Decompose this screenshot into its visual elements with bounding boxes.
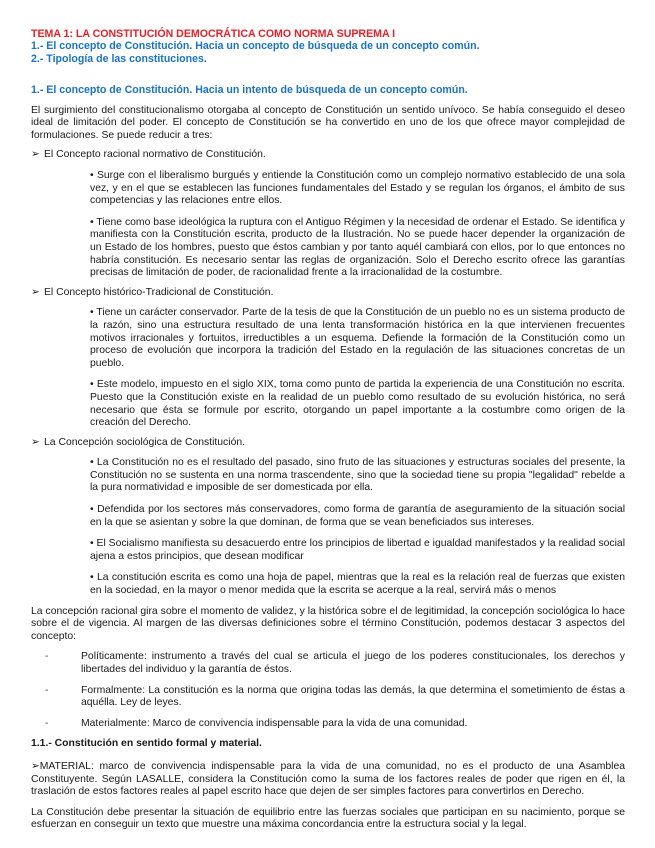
section-1-heading: 1.- El concepto de Constitución. Hacia un intento de búsqueda de un concepto común. — [31, 84, 468, 97]
arrow-bullet-icon: ➢ — [31, 286, 40, 298]
dash-bullet-icon: - — [45, 717, 49, 729]
section-1-1-heading: 1.1.- Constitución en sentido formal y material. — [31, 738, 262, 750]
concept-historic — [31, 287, 625, 300]
concept-label: La Concepción sociológica de Constitución. — [44, 436, 246, 448]
aspect-material — [31, 718, 625, 731]
aspect-text: Formalmente: La constitución es la norma que origina todas las demás, la que determina el sometimiento de éstas a aquélla. Ley de leyes. — [81, 684, 625, 709]
equilibrium-paragraph: La Constitución debe presentar la situación de equilibrio entre las fuerzas sociales que participan en su nacimiento, porque se esfuerzan en conseguir un texto que muestre una máxima concordancia entre la estructura social y la legal. — [31, 806, 625, 831]
index-item-2: 2.- Tipología de las constituciones. — [31, 52, 207, 65]
bullet-paragraph: • Defendida por los sectores más conservadores, como forma de garantía de aseguramiento de la situación social en la que se asientan y sobre la que dominan, de forma que se vean beneficiados sus intereses. — [90, 504, 625, 528]
concept-label: El Concepto racional normativo de Constitución. — [44, 149, 266, 161]
aspect-text: Políticamente: instrumento a través del cual se articula el juego de los poderes constitucionales, los derechos y libertades del individuo y la garantía de éstos. — [81, 651, 625, 675]
summary-paragraph: La concepción racional gira sobre el momento de validez, y la histórica sobre el de legitimidad, la concepción sociológica lo hace sobre el de vigencia. Al margen de las diversas definiciones sobre el término Constitución, podemos destacar 3 aspectos del concepto: — [31, 605, 625, 642]
aspect-formal — [31, 685, 625, 710]
bullet-paragraph: • Tiene como base ideológica la ruptura con el Antiguo Régimen y la necesidad de ordenar el Estado. Se identifica y manifiesta con la Constitución escrita, producto de la Ilustración. No se puede hacer depender la organización de un Estado de los hombres, puesto que éstos cambian y por tanto aquél cambiará con ellos, por lo que entonces no habría constitución. Es necesario sentar las reglas de organización. Solo el Derecho escrito ofrece las garantías precisas de limitación de poder, de racionalidad frente a la irracionalidad de la costumbre. — [90, 216, 625, 279]
concept-rational — [31, 149, 625, 162]
dash-bullet-icon: - — [45, 651, 49, 663]
aspect-political — [31, 651, 625, 676]
material-paragraph: ➢MATERIAL: marco de convivencia indispensable para la vida de una comunidad, no es el producto de una Asamblea Constituyente. Según LASALLE, considera la Constitución como la suma de los factores reales de poder que rigen en él, la traslación de estos factores reales al papel escrito hace que dejen de ser simples factores para convertirlos en Derecho. — [31, 760, 625, 798]
section-1-intro: El surgimiento del constitucionalismo otorgaba al concepto de Constitución un sentido unívoco. Se había conseguido el deseo ideal de limitación del poder. El concepto de Constitución se ha convertido en uno de los que ofrece mayor complejidad de formulaciones. Se puede reducir a tres: — [31, 104, 625, 141]
concept-label: El Concepto histórico-Tradicional de Constitución. — [44, 286, 274, 298]
arrow-bullet-icon: ➢ — [31, 149, 40, 161]
bullet-paragraph: • La constitución escrita es como una hoja de papel, mientras que la real es la relación real de fuerzas que existen en la sociedad, en la mayor o menor medida que la escrita se acerque a la real, servirá más o menos — [90, 572, 625, 597]
bullet-paragraph: • Surge con el liberalismo burgués y entiende la Constitución como un complejo normativo establecido de una sola vez, y en el que se establecen las funciones fundamentales del Estado y se regulan los órganos, el ámbito de sus competencias y las relaciones entre ellos. — [90, 170, 625, 207]
arrow-bullet-icon: ➢ — [31, 436, 40, 448]
bullet-paragraph: • Tiene un carácter conservador. Parte de la tesis de que la Constitución de un pueblo no es un sistema producto de la razón, sino una estructura resultado de una lenta transformación histórica en la que intervienen frecuentes motivos irracionales y fortuitos, irreductibles a un esquema. Defiende la formación de la Constitución como un proceso de evolución que incorpora la tradición del Estado en la regulación de las situaciones concretas de un pueblo. — [90, 307, 625, 369]
concept-sociological — [31, 437, 625, 450]
bullet-paragraph: • Este modelo, impuesto en el siglo XIX, toma como punto de partida la experiencia de una Constitución no escrita. Puesto que la Constitución existe en la realidad de un pueblo como resultado de su evolución histórica, no será necesario que ésta se formule por escrito, otorgando un papel importante a la costumbre como origen de la creación del Derecho. — [90, 379, 625, 429]
document-title: TEMA 1: LA CONSTITUCIÓN DEMOCRÁTICA COMO NORMA SUPREMA I — [31, 28, 396, 40]
bullet-paragraph: • La Constitución no es el resultado del pasado, sino fruto de las situaciones y estructuras sociales del presente, la Constitución no se sustenta en una norma trascendente, sino que la sociedad tiene su propia "legalidad" rebelde a la pura normatividad e imposible de ser domesticada por ella. — [90, 457, 625, 494]
aspect-text: Materialmente: Marco de convivencia indispensable para la vida de una comunidad. — [81, 717, 468, 729]
bullet-paragraph: • El Socialismo manifiesta su desacuerdo entre los principios de libertad e igualdad manifestados y la realidad social ajena a estos principios, que desean modificar — [90, 538, 626, 562]
index-item-1: 1.- El concepto de Constitución. Hacia un concepto de búsqueda de un concepto común. — [31, 40, 480, 53]
dash-bullet-icon: - — [45, 684, 49, 696]
